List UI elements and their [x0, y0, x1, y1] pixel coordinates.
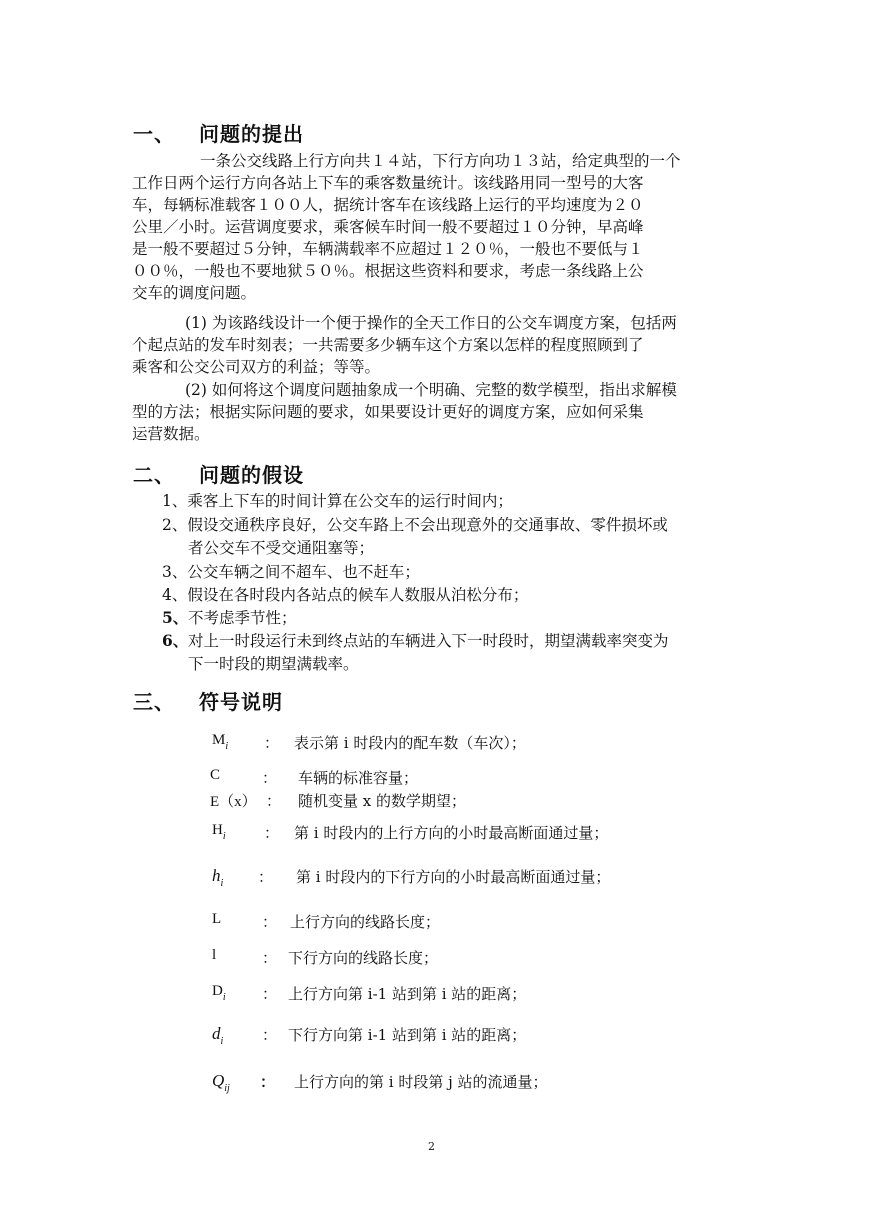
assumption-item [162, 490, 513, 513]
symbol [212, 822, 226, 842]
symbol-letter: L [212, 911, 222, 927]
symbol-subscript: i [222, 831, 226, 842]
symbol-letter: M [212, 732, 226, 748]
symbol [210, 767, 220, 784]
assumption-text: 乘客上下车的时间计算在公交车的运行时间内； [187, 492, 513, 510]
symbol-subscript: i [220, 1036, 224, 1047]
symbol-description: 车辆的标准容量； [298, 769, 419, 787]
assumption-continuation: 下一时段的期望满载率。 [188, 655, 359, 673]
requirement-2-paragraph [132, 379, 677, 445]
text-line: 型的方法；根据实际问题的要求，如果要设计更好的调度方案，应如何采集 [132, 403, 644, 421]
symbol [210, 790, 257, 811]
text-line: 乘客和公交公司双方的利益；等等。 [132, 358, 381, 376]
symbol-colon: ： [264, 824, 280, 842]
assumption-text: 假设交通秩序良好，公交车路上不会出现意外的交通事故、零件损坏或 [187, 516, 668, 534]
assumption-item [162, 630, 669, 653]
symbol-subscript: i [222, 992, 226, 1003]
assumption-number: 4、 [162, 586, 188, 604]
symbol-letter: l [212, 947, 217, 963]
symbol-colon: ： [258, 868, 274, 886]
symbol-letter: C [210, 767, 221, 783]
symbol-subscript: i [220, 878, 224, 889]
symbol-description: 随机变量 x 的数学期望； [298, 792, 466, 810]
assumption-number: 2、 [162, 516, 188, 534]
section-title: 符号说明 [199, 690, 283, 714]
symbol-description: 上行方向的线路长度； [290, 913, 441, 931]
text-line: 公里／小时。运营调度要求，乘客候车时间一般不要超过１０分钟，早高峰 [132, 218, 644, 236]
text-line: 交车的调度问题。 [132, 284, 257, 302]
section-number: 三、 [133, 690, 175, 714]
symbol [212, 732, 228, 752]
symbol [212, 983, 226, 1003]
symbol-description: 第 i 时段内的下行方向的小时最高断面通过量； [296, 868, 611, 886]
section-title: 问题的提出 [199, 122, 304, 146]
assumption-item [162, 514, 668, 537]
symbol-colon: ： [262, 769, 278, 787]
symbol-colon: ： [262, 985, 278, 1003]
symbol-letter: D [212, 983, 223, 999]
text-line: 工作日两个运行方向各站上下车的乘客数量统计。该线路用同一型号的大客 [132, 174, 644, 192]
assumption-continuation: 者公交车不受交通阻塞等； [188, 539, 375, 557]
symbol [212, 866, 223, 889]
symbol-colon: ： [264, 734, 280, 752]
symbol-letter: E（x） [210, 794, 257, 810]
text-line: (1) 为该路线设计一个便于操作的全天工作日的公交车调度方案，包括两 [185, 314, 677, 332]
symbol-description: 上行方向的第 i 时段第 j 站的流通量； [294, 1073, 548, 1091]
symbol-colon: ： [262, 1026, 278, 1044]
symbol [212, 1071, 230, 1094]
assumption-text: 公交车辆之间不超车、也不赶车； [187, 563, 420, 581]
symbol-subscript: i [225, 741, 229, 752]
assumption-number: 1、 [162, 492, 188, 510]
symbol-letter: d [212, 1024, 221, 1043]
assumption-text: 对上一时段运行未到终点站的车辆进入下一时段时，期望满载率突变为 [188, 632, 669, 650]
symbol-description: 下行方向的线路长度； [288, 949, 439, 967]
assumption-item [162, 584, 528, 607]
text-line: 车，每辆标准载客１００人，据统计客车在该线路上运行的平均速度为２０ [132, 196, 644, 214]
symbol [212, 911, 221, 928]
symbol-subscript: ij [224, 1083, 230, 1094]
text-line: 是一般不要超过５分钟，车辆满载率不应超过１２０％，一般也不要低与１ [132, 240, 644, 258]
symbol-colon: ： [266, 792, 282, 810]
symbol-description: 上行方向第 i-1 站到第 i 站的距离； [288, 985, 527, 1003]
symbol-description: 表示第 i 时段内的配车数（车次）； [294, 734, 526, 752]
symbol-description: 第 i 时段内的上行方向的小时最高断面通过量； [294, 824, 609, 842]
symbol-colon: ： [262, 949, 278, 967]
assumption-text: 不考虑季节性； [188, 609, 297, 627]
section-number: 一、 [133, 122, 175, 146]
text-line: 一条公交线路上行方向共１４站，下行方向功１３站，给定典型的一个 [200, 152, 681, 170]
symbol-colon: ： [262, 913, 278, 931]
symbol-description: 下行方向第 i-1 站到第 i 站的距离； [288, 1026, 527, 1044]
intro-paragraph [132, 150, 681, 304]
assumption-item [162, 561, 420, 584]
symbol [212, 1024, 223, 1047]
assumption-number: 6、 [162, 631, 189, 650]
assumption-number: 3、 [162, 563, 188, 581]
requirement-1-paragraph [132, 312, 677, 378]
text-line: ００％，一般也不要地狱５０％。根据这些资料和要求，考虑一条线路上公 [132, 262, 644, 280]
symbol [212, 947, 216, 964]
assumption-item [162, 607, 297, 630]
section-number: 二、 [133, 463, 175, 487]
symbol-letter: H [212, 822, 223, 838]
symbol-letter: h [212, 866, 221, 885]
assumption-text: 假设在各时段内各站点的候车人数服从泊松分布； [187, 586, 529, 604]
page-number: 2 [428, 1140, 435, 1153]
section-title: 问题的假设 [199, 463, 304, 487]
text-line: 运营数据。 [132, 425, 210, 443]
symbol-letter: Q [212, 1071, 225, 1090]
text-line: 个起点站的发车时刻表；一共需要多少辆车这个方案以怎样的程度照顾到了 [132, 336, 644, 354]
assumption-number: 5、 [162, 608, 189, 627]
symbol-colon: ： [260, 1073, 276, 1091]
text-line: (2) 如何将这个调度问题抽象成一个明确、完整的数学模型，指出求解模 [185, 381, 677, 399]
